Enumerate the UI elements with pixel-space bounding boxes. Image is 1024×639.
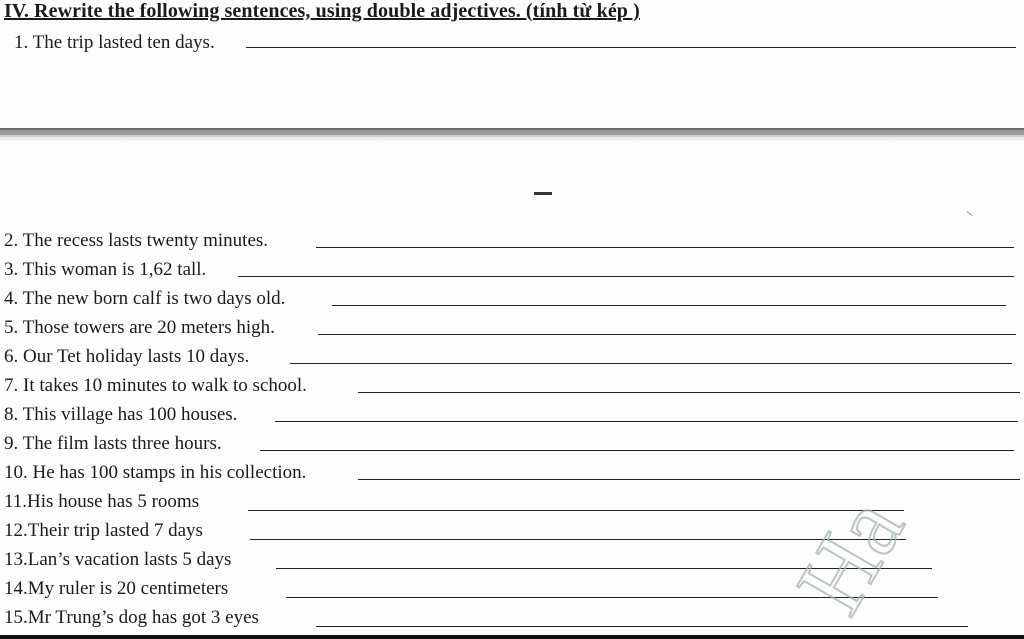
exercise-sentence: 13.Lan’s vacation lasts 5 days: [4, 549, 232, 570]
answer-blank[interactable]: [318, 334, 1016, 335]
exercise-item-10: [0, 461, 1024, 487]
exercise-sentence: 12.Their trip lasted 7 days: [4, 520, 203, 541]
exercise-sentence: 7. It takes 10 minutes to walk to school.: [4, 375, 307, 396]
answer-blank[interactable]: [275, 421, 1018, 422]
divider-shadow: [0, 137, 1024, 143]
stray-mark: [534, 192, 552, 195]
exercise-sentence: 11.His house has 5 rooms: [4, 491, 200, 512]
exercise-heading: IV. Rewrite the following sentences, using double adjectives. (tính từ kép ): [4, 0, 640, 22]
exercise-sentence: 10. He has 100 stamps in his collection.: [4, 462, 307, 483]
exercise-item-11: [0, 490, 1024, 516]
exercise-item-14: [0, 577, 1024, 603]
exercise-sentence: 1. The trip lasted ten days.: [14, 32, 215, 53]
answer-blank[interactable]: [316, 626, 968, 627]
answer-blank[interactable]: [316, 247, 1014, 248]
exercise-item-13: [0, 548, 1024, 574]
exercise-item-15: [0, 606, 1024, 632]
answer-blank[interactable]: [260, 450, 1014, 451]
exercise-sentence: 4. The new born calf is two days old.: [4, 288, 286, 309]
answer-blank[interactable]: [248, 510, 904, 511]
answer-blank[interactable]: [238, 276, 1014, 277]
exercise-sentence: 14.My ruler is 20 centimeters: [4, 578, 229, 599]
answer-blank[interactable]: [358, 392, 1020, 393]
page-bottom-edge: [0, 635, 1024, 639]
exercise-sentence: 3. This woman is 1,62 tall.: [4, 259, 207, 280]
exercise-item-7: [0, 374, 1024, 400]
svg-text:Ha: Ha: [775, 480, 925, 631]
answer-blank[interactable]: [332, 305, 1006, 306]
answer-blank[interactable]: [290, 363, 1012, 364]
exercise-sentence: 15.Mr Trung’s dog has got 3 eyes: [4, 607, 259, 628]
answer-blank[interactable]: [358, 479, 1020, 480]
exercise-item-2: [0, 229, 1024, 255]
stray-mark: [966, 211, 972, 216]
exercise-item-1: [0, 31, 1024, 57]
exercise-sentence: 9. The film lasts three hours.: [4, 433, 222, 454]
exercise-item-9: [0, 432, 1024, 458]
exercise-item-12: [0, 519, 1024, 545]
exercise-item-8: [0, 403, 1024, 429]
answer-blank[interactable]: [246, 47, 1016, 48]
exercise-item-6: [0, 345, 1024, 371]
page-divider: [0, 128, 1024, 137]
answer-blank[interactable]: [250, 539, 906, 540]
answer-blank[interactable]: [286, 597, 938, 598]
exercise-sentence: 6. Our Tet holiday lasts 10 days.: [4, 346, 250, 367]
exercise-item-5: [0, 316, 1024, 342]
exercise-sentence: 8. This village has 100 houses.: [4, 404, 238, 425]
exercise-sentence: 5. Those towers are 20 meters high.: [4, 317, 275, 338]
answer-blank[interactable]: [276, 568, 932, 569]
exercise-item-4: [0, 287, 1024, 313]
exercise-item-3: [0, 258, 1024, 284]
exercise-sentence: 2. The recess lasts twenty minutes.: [4, 230, 269, 251]
